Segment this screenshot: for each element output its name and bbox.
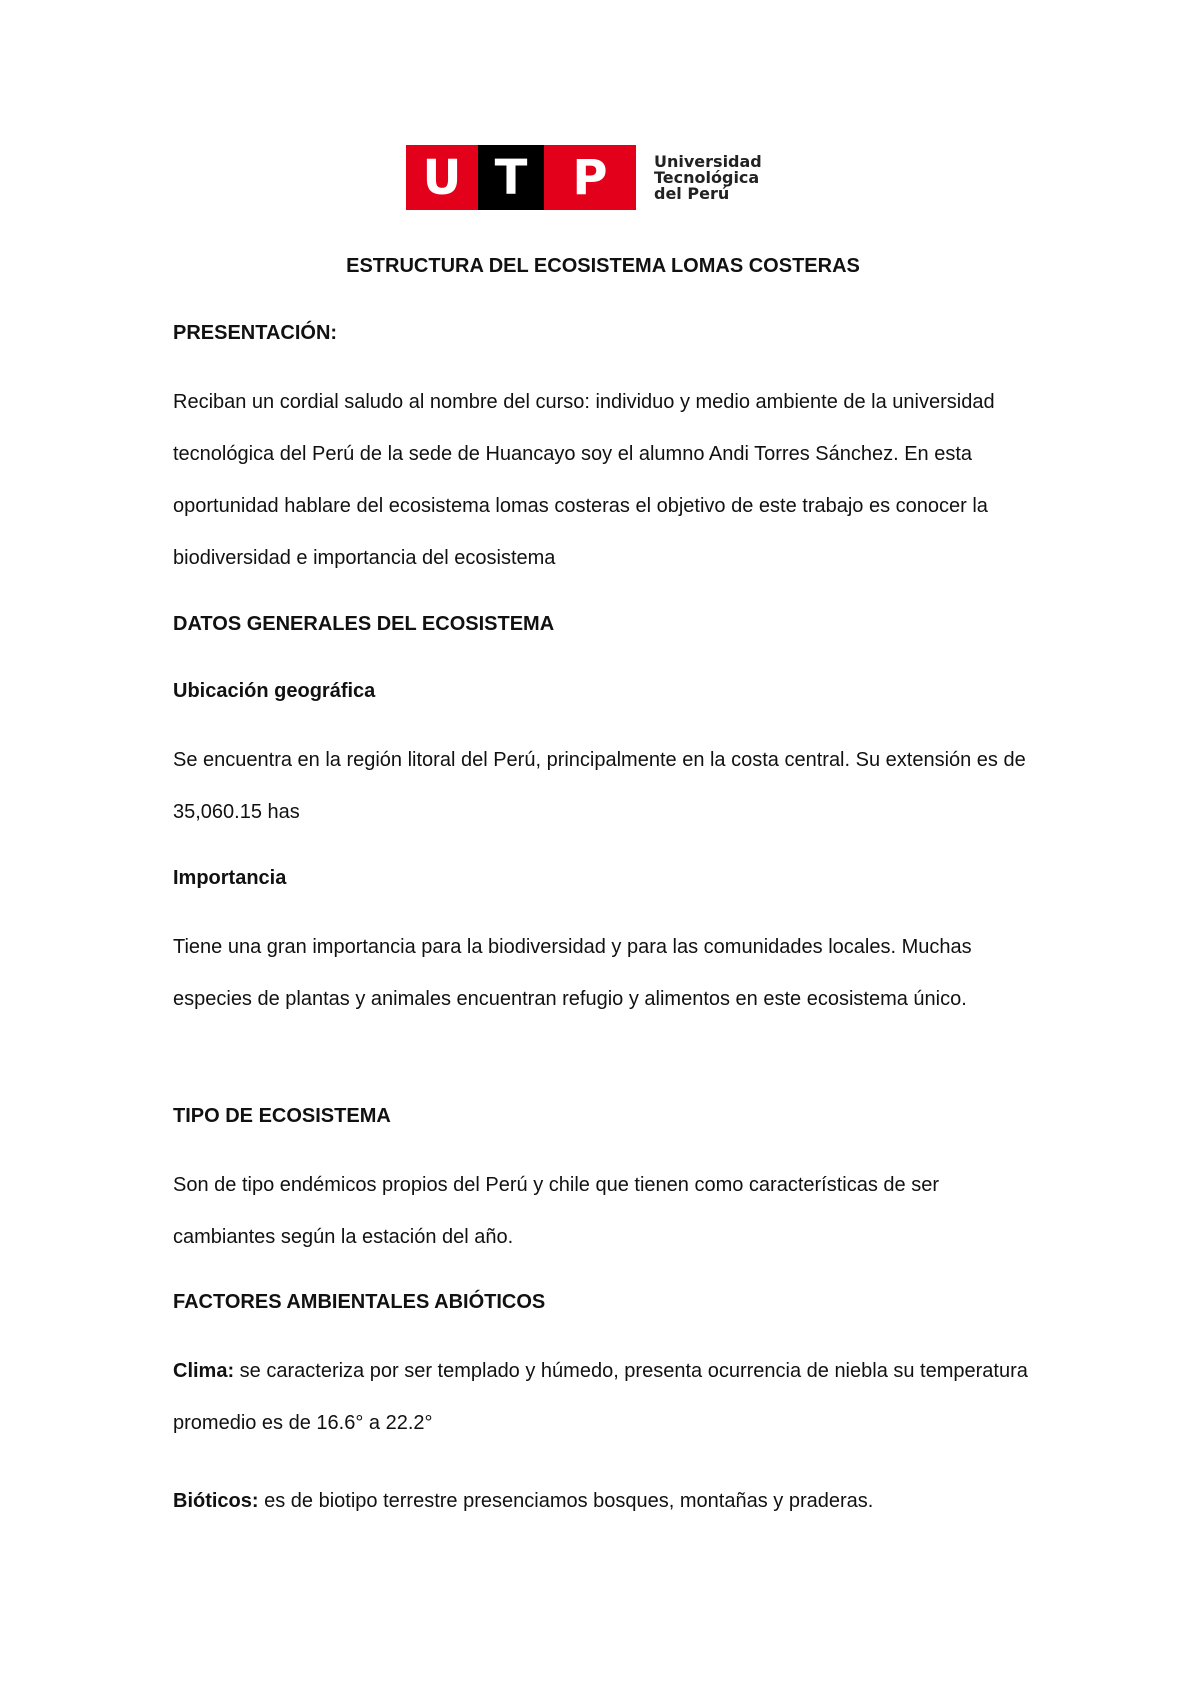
logo-line-3: del Perú	[654, 183, 730, 203]
paragraph-tipo-ecosistema	[173, 1159, 1033, 1263]
logo-letter-u: U	[406, 145, 478, 210]
bioticos-label: Bióticos:	[173, 1490, 259, 1512]
paragraph-bioticos-line	[173, 1475, 1033, 1527]
heading-datos-generales: DATOS GENERALES DEL ECOSISTEMA	[173, 613, 555, 635]
logo-letter-t: T	[478, 145, 544, 210]
heading-ubicacion: Ubicación geográfica	[173, 680, 376, 702]
logo-line-1: Universidad	[654, 151, 762, 171]
paragraph-importancia	[173, 921, 1033, 1025]
clima-label: Clima:	[173, 1360, 235, 1382]
heading-factores-abioticos: FACTORES AMBIENTALES ABIÓTICOS	[173, 1291, 546, 1313]
paragraph-presentacion	[173, 376, 1033, 584]
bioticos-text: es de biotipo terrestre presenciamos bosques, montañas y praderas.	[258, 1490, 874, 1512]
paragraph-clima-line	[173, 1345, 1033, 1449]
logo-line-2: Tecnológica	[654, 167, 760, 187]
paragraph-tipo-text: Son de tipo endémicos propios del Perú y chile que tienen como características de ser cambiantes según la estación del año.	[173, 1174, 939, 1248]
paragraph-clima	[173, 1345, 1033, 1449]
paragraph-ubicacion	[173, 734, 1033, 838]
heading-importancia: Importancia	[173, 867, 287, 889]
paragraph-presentacion-text: Reciban un cordial saludo al nombre del curso: individuo y medio ambiente de la universidad tecnológica del Perú de la sede de Huancayo soy el alumno Andi Torres Sánchez. En esta oportunidad hablare del ecosistema lomas costeras el objetivo de este trabajo es conocer la biodiversidad e importancia del ecosistema	[173, 391, 995, 569]
heading-presentacion: PRESENTACIÓN:	[173, 322, 338, 344]
logo-university-name	[654, 151, 762, 203]
document-title: ESTRUCTURA DEL ECOSISTEMA LOMAS COSTERAS	[346, 255, 860, 277]
logo-letter-p: P	[544, 145, 636, 210]
paragraph-bioticos	[173, 1475, 1033, 1527]
utp-logo	[406, 145, 800, 210]
paragraph-importancia-text: Tiene una gran importancia para la biodiversidad y para las comunidades locales. Muchas especies de plantas y animales encuentran refugio y alimentos en este ecosistema único.	[173, 936, 972, 1010]
heading-tipo-ecosistema: TIPO DE ECOSISTEMA	[173, 1105, 391, 1127]
clima-text: se caracteriza por ser templado y húmedo, presenta ocurrencia de niebla su temperatura promedio es de 16.6° a 22.2°	[173, 1360, 1028, 1434]
paragraph-ubicacion-text: Se encuentra en la región litoral del Perú, principalmente en la costa central. Su extensión es de 35,060.15 has	[173, 749, 1026, 823]
